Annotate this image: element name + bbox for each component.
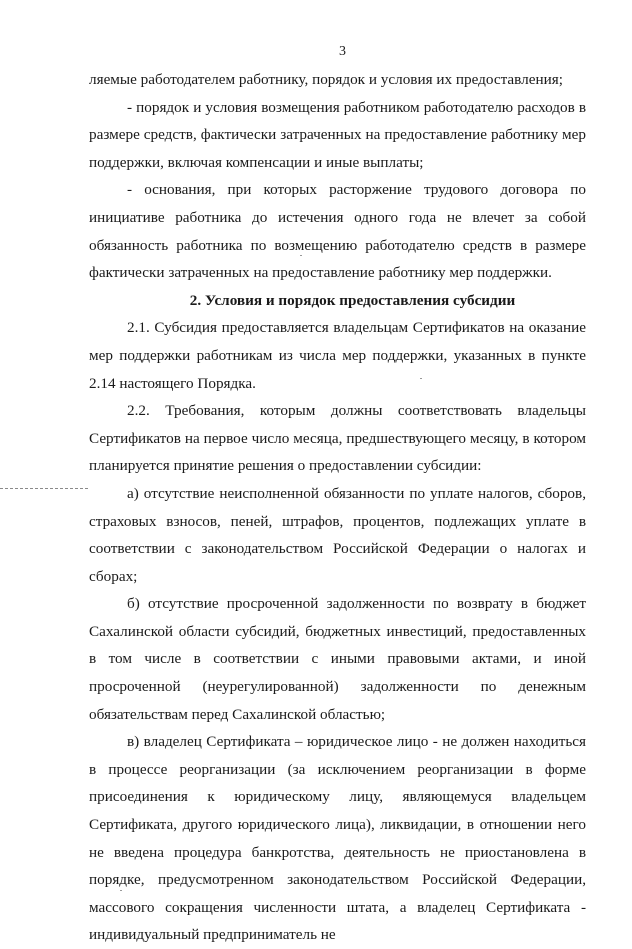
paragraph-item-a: а) отсутствие неисполненной обязанности по уплате налогов, сборов, страховых взносов, пеней, штрафов, процентов, подлежащих уплате в соответствии с законодательством Российской Федерации о налогах и сборах; <box>89 484 586 585</box>
paragraph-2-1: 2.1. Субсидия предоставляется владельцам Сертификатов на оказание мер поддержки работникам из числа мер поддержки, указанных в пункте 2.14 настоящего Порядка. <box>89 319 586 392</box>
paragraph-item-v: в) владелец Сертификата – юридическое лицо - не должен находиться в процессе реорганизации (за исключением реорганизации в форме присоединения к юридическому лицу, являющемуся владельцем Сертификата, другого юридического лица), ликвидации, в отношении него не введена процедура банкротства, деятельность не приостановлена в порядке, предусмотренном законодательством Российской Федерации, массового сокращения численности штата, а владелец Сертификата - индивидуальный предприниматель не <box>89 733 586 944</box>
paragraph-item-b: б) отсутствие просроченной задолженности по возврату в бюджет Сахалинской области субсидий, бюджетных инвестиций, предоставленных в том числе в соответствии с иными правовыми актами, и иной просроченной (неурегулированной) задолженности по денежным обязательствам перед Сахалинской областью; <box>89 595 586 723</box>
page-number: 3 <box>339 44 346 59</box>
paragraph-continuation: ляемые работодателем работнику, порядок и условия их предоставления; <box>89 71 563 88</box>
section-heading: 2. Условия и порядок предоставления субсидии <box>189 291 516 309</box>
scan-artifact-dot <box>120 890 122 891</box>
paragraph-termination-grounds: - основания, при которых расторжение трудового договора по инициативе работника до истечения одного года не влечет за собой обязанность работника по возмещению работодателю средств в размере фактически затраченных на предоставление работнику мер поддержки. <box>89 181 586 282</box>
scan-artifact-dashed-line <box>0 488 88 490</box>
paragraph-reimbursement-procedure: - порядок и условия возмещения работником работодателю расходов в размере средств, фактически затраченных на предоставление работнику мер поддержки, включая компенсации и иные выплаты; <box>89 98 586 171</box>
scan-artifact-dot <box>420 378 422 379</box>
scan-artifact-dot <box>300 255 302 256</box>
paragraph-2-2: 2.2. Требования, которым должны соответствовать владельцы Сертификатов на первое число месяца, предшествующего месяцу, в котором планируется принятие решения о предоставлении субсидии: <box>89 402 586 475</box>
